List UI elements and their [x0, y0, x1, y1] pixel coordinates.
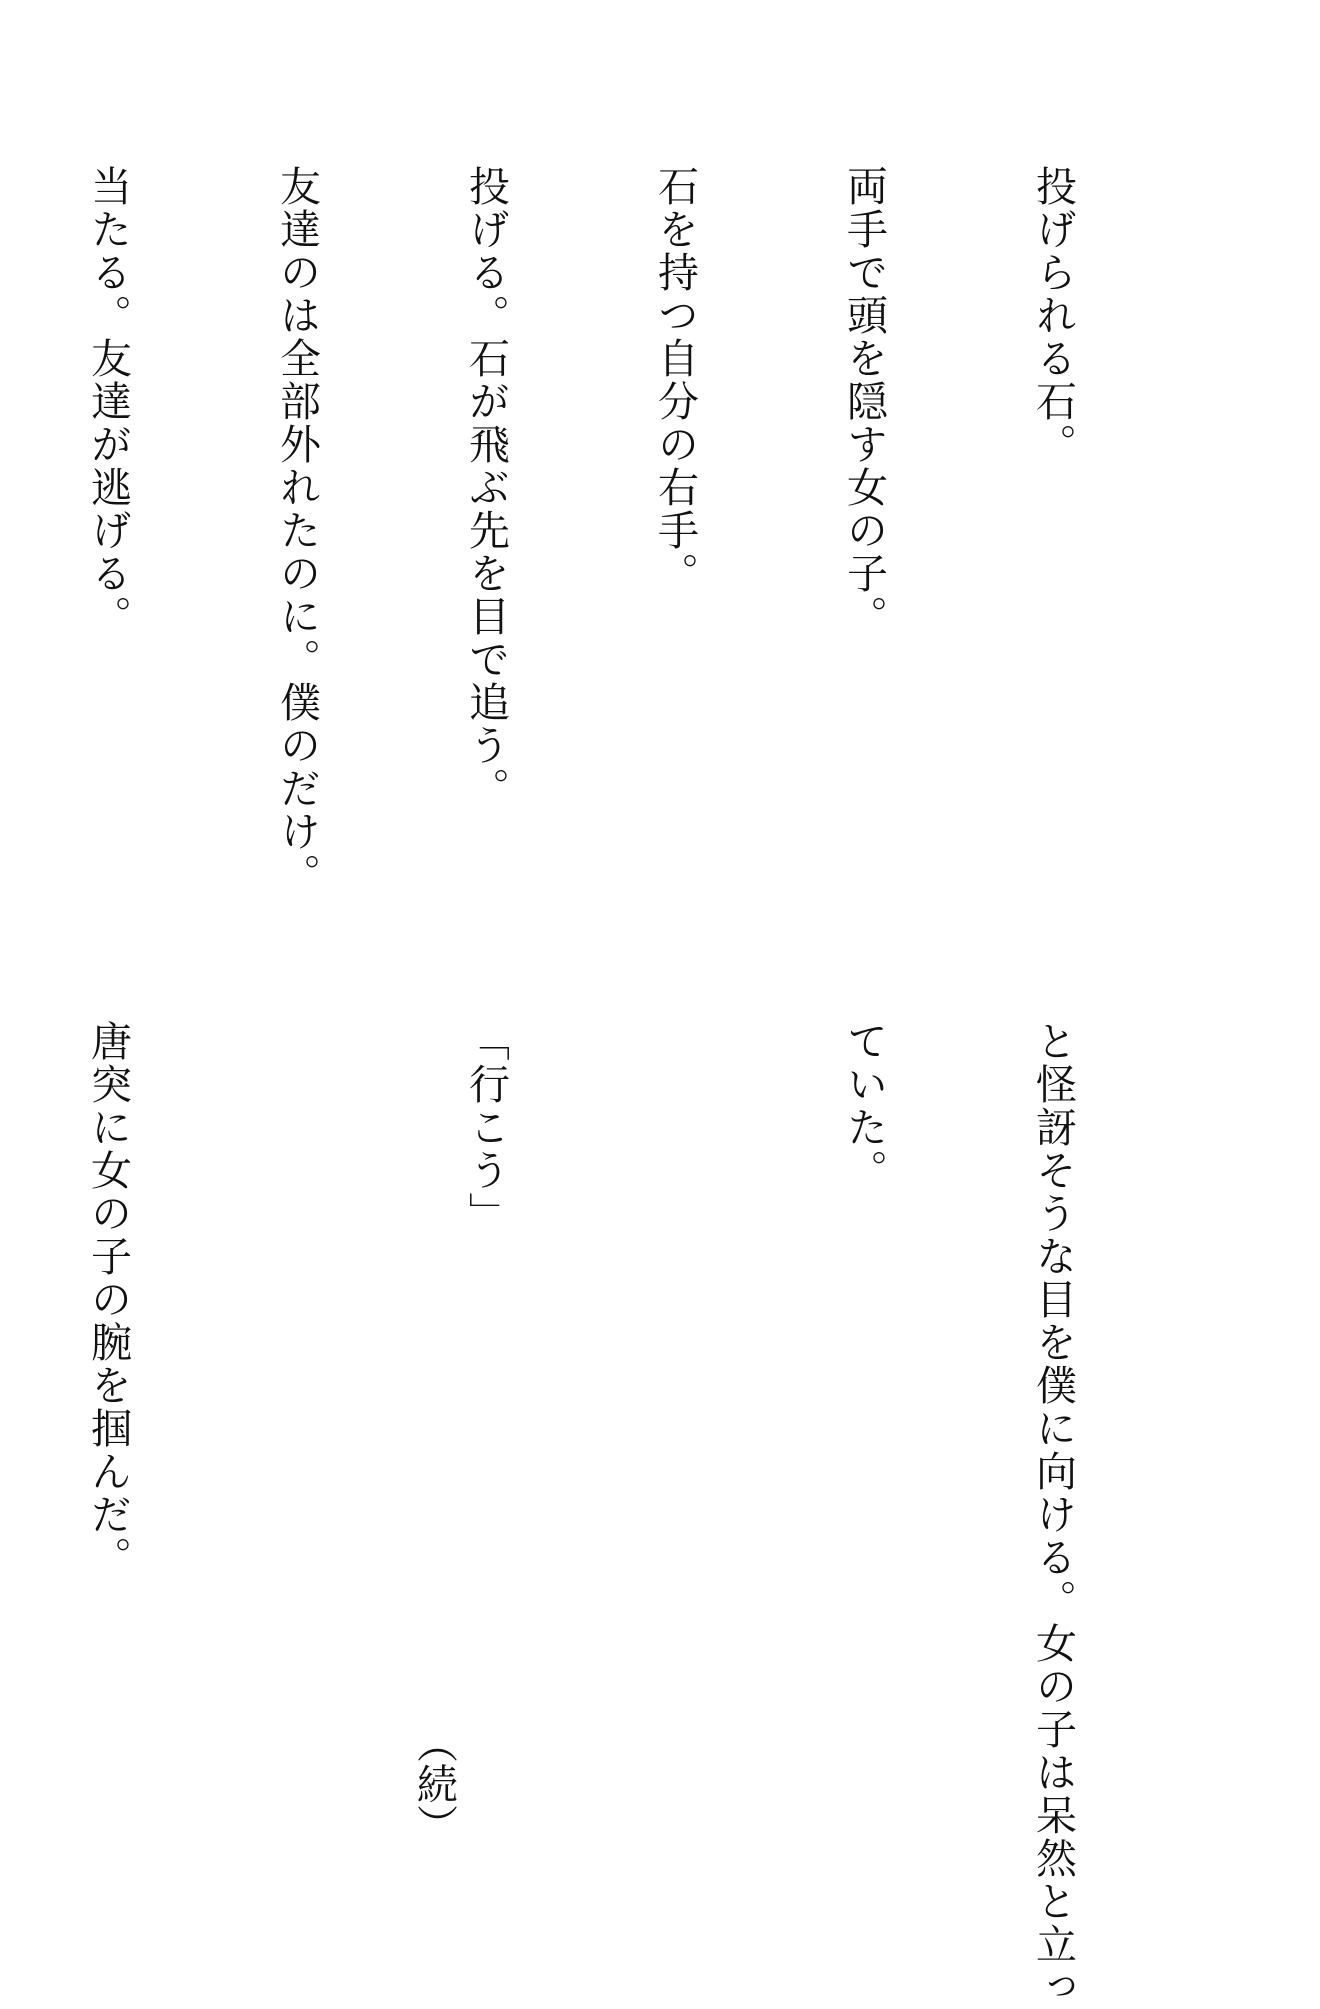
- text-block-top: [0, 165, 1210, 895]
- dialogue-line: 「行こう」: [462, 1020, 510, 1235]
- text-line: 当たる。友達が逃げる。: [84, 165, 132, 638]
- text-line: ていた。: [840, 1020, 888, 1192]
- text-line: 石を持つ自分の右手。: [651, 165, 699, 595]
- text-line: 投げる。石が飛ぶ先を目で追う。: [462, 165, 510, 810]
- text-line: 友達のは全部外れたのに。僕のだけ。: [273, 165, 321, 896]
- text-line: と怪訝そうな目を僕に向ける。女の子は呆然と立っ: [1029, 1020, 1077, 2009]
- text-line: 唐突に女の子の腕を掴んだ。: [84, 1020, 132, 1579]
- text-block-bottom: [0, 1020, 1210, 2009]
- text-line: 両手で頭を隠す女の子。: [840, 165, 888, 638]
- continued-mark: （続）: [410, 1722, 458, 1845]
- text-line: 投げられる石。: [1029, 165, 1077, 466]
